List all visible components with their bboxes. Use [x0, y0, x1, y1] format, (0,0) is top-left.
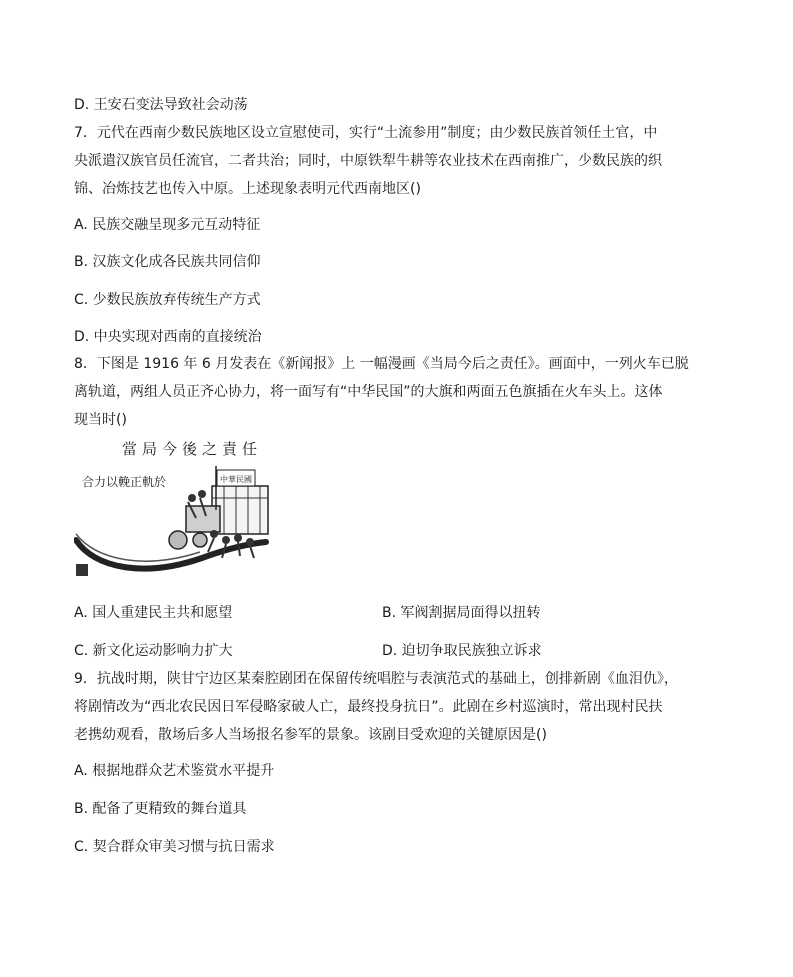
q8-stem-line-3: 现当时(): [74, 412, 127, 428]
q9-option-b: B. 配备了更精致的舞台道具: [74, 801, 247, 817]
cartoon-image: [74, 436, 270, 584]
cartoon-side-caption: 合力以輓正軌於: [82, 475, 167, 489]
q9-stem-line-3: 老携幼观看，散场后多人当场报名参军的景象。该剧目受欢迎的关键原因是(): [74, 727, 547, 743]
cartoon-flag-text: 中華民國: [220, 475, 252, 484]
q9-stem-line-1: 9．抗战时期，陕甘宁边区某秦腔剧团在保留传统唱腔与表演范式的基础上，创排新剧《血泪仇》，: [74, 671, 678, 687]
q9-stem-line-2: 将剧情改为“西北农民因日军侵略家破人亡，最终投身抗日”。此剧在乡村巡演时，常出现村民扶: [74, 699, 663, 715]
cartoon-seal: [76, 564, 88, 576]
q9-option-a: A. 根据地群众艺术鉴赏水平提升: [74, 763, 275, 779]
q8-option-a: A. 国人重建民主共和愿望: [74, 605, 233, 621]
q7-option-c: C. 少数民族放弃传统生产方式: [74, 292, 261, 308]
cartoon-title: 當局今後之責任: [121, 440, 262, 458]
q7-stem-line-3: 锦、冶炼技艺也传入中原。上述现象表明元代西南地区(): [74, 181, 421, 197]
q7-option-b: B. 汉族文化成各民族共同信仰: [74, 254, 261, 270]
q8-option-c: C. 新文化运动影响力扩大: [74, 643, 233, 659]
q8-option-d: D. 迫切争取民族独立诉求: [382, 643, 542, 659]
q7-option-d: D. 中央实现对西南的直接统治: [74, 329, 262, 345]
option-prev-d: D. 王安石变法导致社会动荡: [74, 97, 248, 113]
q7-stem-line-1: 7．元代在西南少数民族地区设立宣慰使司，实行“土流参用”制度；由少数民族首领任土官，中: [74, 125, 658, 141]
q8-option-b: B. 军阀割据局面得以扭转: [382, 605, 541, 621]
q8-stem-line-1: 8．下图是 1916 年 6 月发表在《新闻报》上 一幅漫画《当局今后之责任》。画面中，一列火车已脱: [74, 356, 689, 372]
q9-option-c: C. 契合群众审美习惯与抗日需求: [74, 839, 275, 855]
q7-stem-line-2: 央派遣汉族官员任流官，二者共治；同时，中原铁犁牛耕等农业技术在西南推广，少数民族的织: [74, 153, 662, 169]
q8-stem-line-2: 离轨道，两组人员正齐心协力，将一面写有“中华民国”的大旗和两面五色旗插在火车头上。这体: [74, 384, 663, 400]
q7-option-a: A. 民族交融呈现多元互动特征: [74, 217, 261, 233]
